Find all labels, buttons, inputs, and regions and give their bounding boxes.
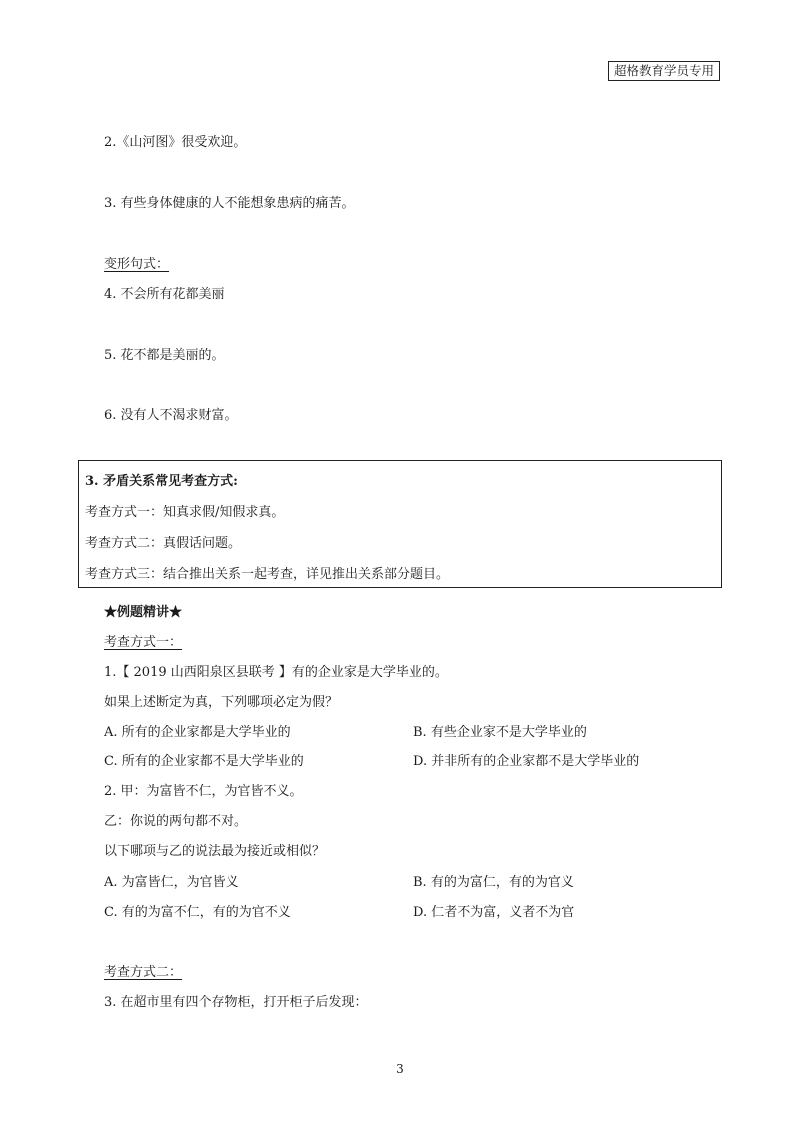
box-line-2: 考查方式二：真假话问题。 bbox=[85, 536, 242, 551]
method2-heading: 考查方式二： bbox=[104, 965, 183, 980]
q1-stem: 1.【 2019 山西阳泉区县联考 】有的企业家是大学毕业的。 bbox=[104, 665, 448, 680]
q1-option-c: C. 所有的企业家都不是大学毕业的 bbox=[104, 754, 304, 769]
q2-option-a: A. 为富皆仁，为官皆义 bbox=[104, 875, 239, 890]
header-stamp: 超格教育学员专用 bbox=[608, 61, 720, 81]
box-line-3: 考查方式三：结合推出关系一起考查，详见推出关系部分题目。 bbox=[85, 567, 450, 582]
q1-option-d: D. 并非所有的企业家都不是大学毕业的 bbox=[413, 754, 640, 769]
method1-heading: 考查方式一： bbox=[104, 635, 183, 650]
q2-option-c: C. 有的为富不仁，有的为官不义 bbox=[104, 905, 291, 920]
statement-5: 5. 花不都是美丽的。 bbox=[104, 348, 225, 363]
q3-stem: 3. 在超市里有四个存物柜，打开柜子后发现： bbox=[104, 995, 368, 1010]
page-number: 3 bbox=[396, 1062, 404, 1076]
q2-option-d: D. 仁者不为富，义者不为官 bbox=[413, 905, 575, 920]
variant-heading: 变形句式： bbox=[104, 257, 170, 272]
q2-stem: 2. 甲：为富皆不仁，为官皆不义。 bbox=[104, 784, 303, 799]
q1-option-a: A. 所有的企业家都是大学毕业的 bbox=[104, 725, 291, 740]
q2-option-b: B. 有的为富仁，有的为官义 bbox=[413, 875, 574, 890]
q1-prompt: 如果上述断定为真，下列哪项必定为假？ bbox=[104, 695, 339, 710]
statement-3: 3. 有些身体健康的人不能想象患病的痛苦。 bbox=[104, 196, 355, 211]
q2-reply: 乙：你说的两句都不对。 bbox=[104, 814, 248, 829]
box-line-1: 考查方式一：知真求假/知假求真。 bbox=[85, 505, 285, 520]
box-title: 3. 矛盾关系常见考查方式: bbox=[85, 474, 238, 489]
q1-option-b: B. 有些企业家不是大学毕业的 bbox=[413, 725, 587, 740]
q2-prompt: 以下哪项与乙的说法最为接近或相似？ bbox=[104, 844, 326, 859]
statement-4: 4. 不会所有花都美丽 bbox=[104, 287, 225, 302]
examples-heading: ★例题精讲★ bbox=[104, 605, 183, 620]
statement-2: 2.《山河图》很受欢迎。 bbox=[104, 135, 247, 150]
method-summary-box bbox=[78, 460, 722, 588]
statement-6: 6. 没有人不渴求财富。 bbox=[104, 408, 238, 423]
